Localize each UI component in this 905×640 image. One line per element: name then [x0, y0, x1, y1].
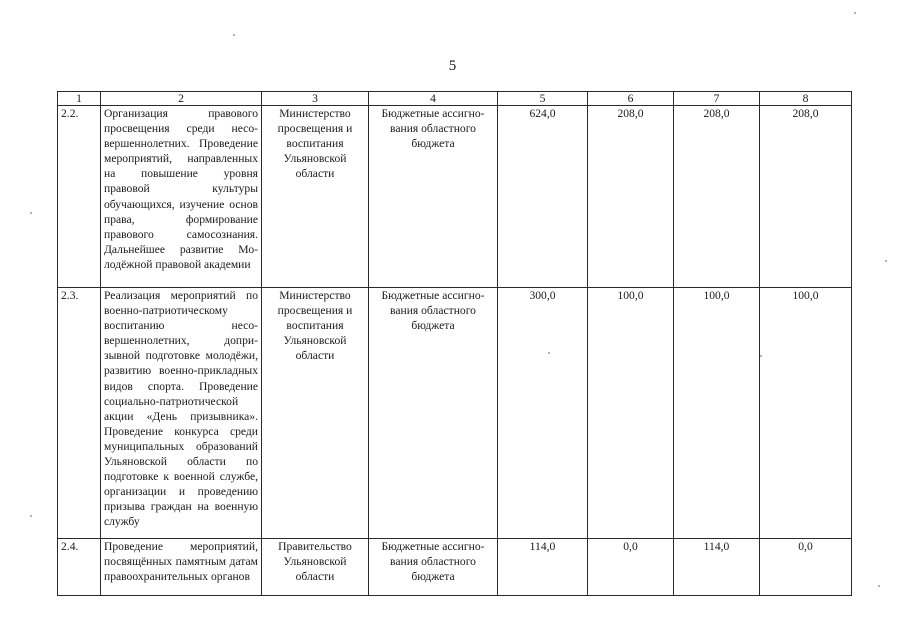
header-cell-8: 8	[760, 92, 852, 106]
header-cell-2: 2	[101, 92, 262, 106]
row-year-2: 114,0	[674, 539, 760, 596]
row-year-2: 208,0	[674, 106, 760, 288]
scan-speck	[548, 352, 550, 354]
row-year-3: 208,0	[760, 106, 852, 288]
row-executor: Правительство Ульяновской области	[262, 539, 369, 596]
row-funding-source: Бюджетные ассигнования областного бюджета	[369, 106, 498, 288]
row-executor: Министерство просвещения и воспитания Ульяновской области	[262, 106, 369, 288]
row-description: Организация правового просвещения среди несовершеннолетних. Проведение мероприятий, направленных на повышение уровня правовой культуры обучающихся, изучение основ права, формирование правового самосознания. Дальнейшее развитие Молодёжной правовой академии	[101, 106, 262, 288]
row-year-1: 100,0	[588, 288, 674, 539]
header-cell-4: 4	[369, 92, 498, 106]
scan-speck	[885, 260, 887, 262]
scan-speck	[30, 515, 32, 517]
scan-speck	[760, 355, 762, 357]
scan-speck	[878, 585, 880, 587]
row-description: Проведение мероприятий, посвящённых памятным датам правоохранительных органов	[101, 539, 262, 596]
scan-speck	[233, 34, 235, 36]
row-number: 2.2.	[58, 106, 101, 288]
row-year-1: 0,0	[588, 539, 674, 596]
row-year-2: 100,0	[674, 288, 760, 539]
scan-speck	[30, 212, 32, 214]
table-row	[58, 106, 852, 288]
scan-speck	[854, 12, 856, 14]
row-number: 2.3.	[58, 288, 101, 539]
table-row	[58, 539, 852, 596]
table-row	[58, 288, 852, 539]
page-number: 5	[448, 58, 457, 74]
budget-table	[57, 91, 852, 596]
row-total: 114,0	[498, 539, 588, 596]
row-funding-source: Бюджетные ассигнования областного бюджета	[369, 539, 498, 596]
row-description: Реализация мероприятий по военно-патриотическому воспитанию несовершеннолетних, допризывной подготовке молодёжи, развитию военно-прикладных видов спорта. Проведение социально-патриотической акции «День призывника». Проведение конкурса среди муниципальных образований Ульяновской области по подготовке к военной службе, организации и проведению призыва граждан на военную службу	[101, 288, 262, 539]
header-cell-6: 6	[588, 92, 674, 106]
table-header-row	[58, 92, 852, 106]
row-total: 624,0	[498, 106, 588, 288]
row-number: 2.4.	[58, 539, 101, 596]
row-funding-source: Бюджетные ассигнования областного бюджета	[369, 288, 498, 539]
row-year-3: 0,0	[760, 539, 852, 596]
header-cell-1: 1	[58, 92, 101, 106]
header-cell-7: 7	[674, 92, 760, 106]
row-total: 300,0	[498, 288, 588, 539]
header-cell-5: 5	[498, 92, 588, 106]
row-year-3: 100,0	[760, 288, 852, 539]
row-year-1: 208,0	[588, 106, 674, 288]
row-executor: Министерство просвещения и воспитания Ульяновской области	[262, 288, 369, 539]
header-cell-3: 3	[262, 92, 369, 106]
